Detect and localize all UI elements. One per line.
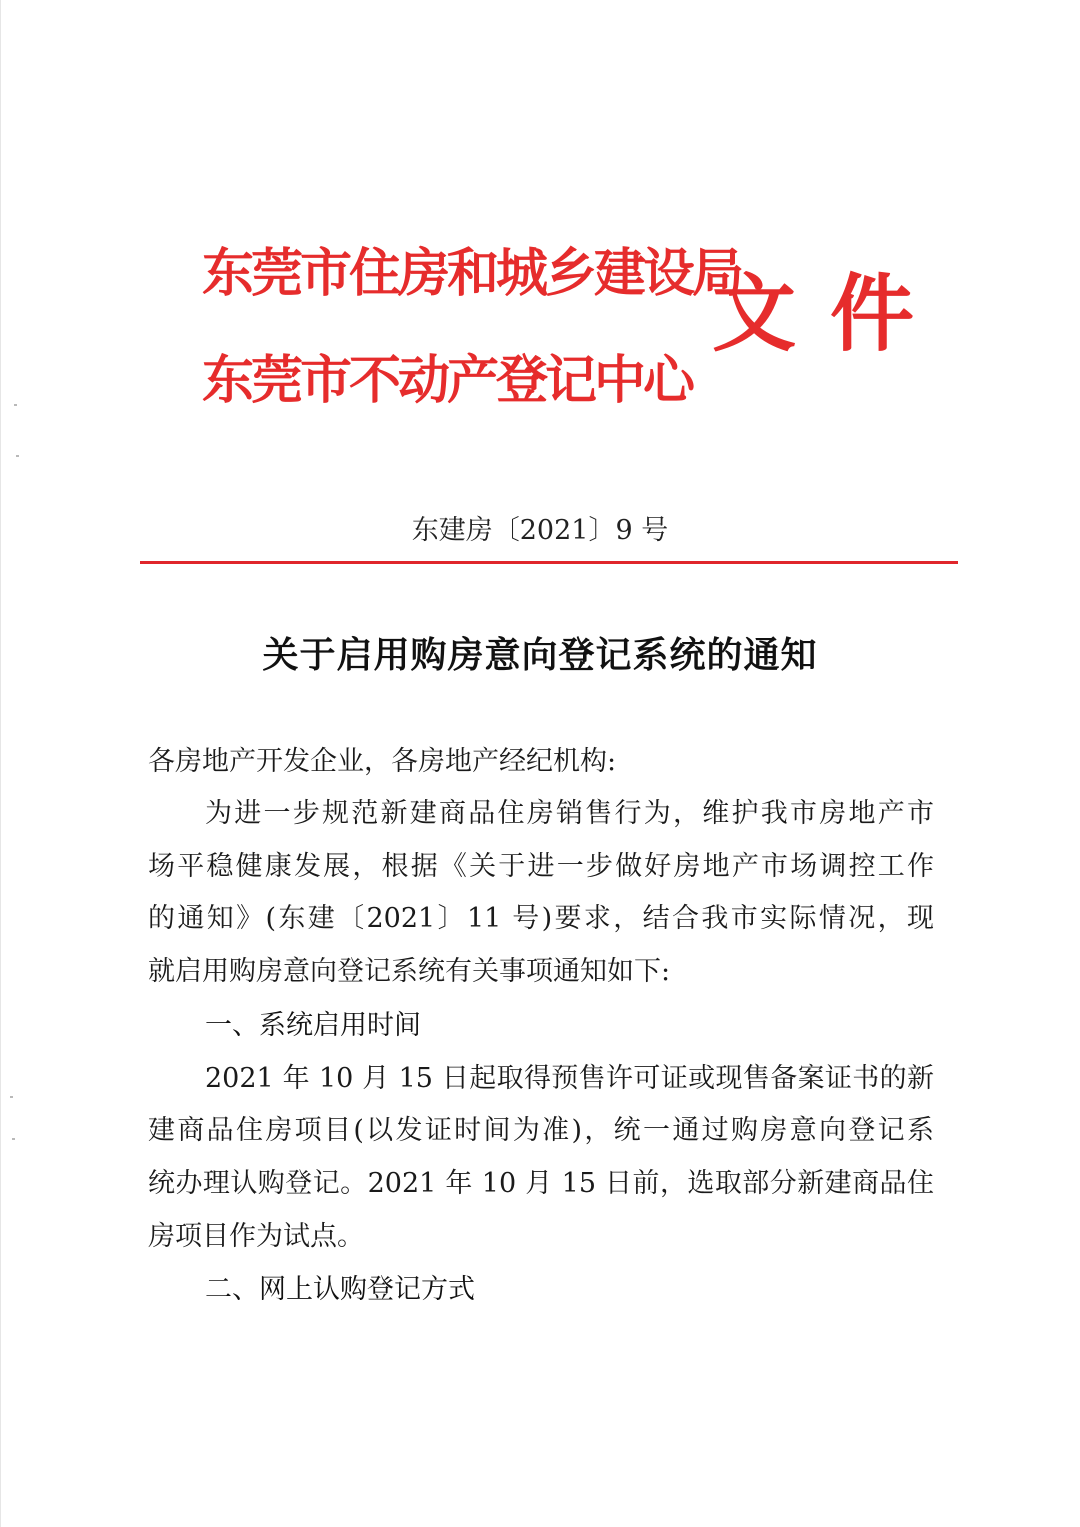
document-number: 东建房〔2021〕9 号	[411, 515, 669, 546]
red-divider-line	[140, 561, 958, 564]
section-heading-1: 一、系统启用时间	[205, 1010, 421, 1041]
section-line: 2021 年 10 月 15 日起取得预售许可证或现售备案证书的新	[205, 1063, 934, 1094]
issuing-org-1: 东莞市住房和城乡建设局	[202, 244, 742, 304]
salutation: 各房地产开发企业，各房地产经纪机构:	[148, 746, 617, 777]
intro-line: 的通知》(东建〔2021〕11 号)要求，结合我市实际情况，现	[148, 903, 934, 934]
scan-mark	[16, 455, 19, 457]
scan-mark	[10, 1096, 13, 1098]
section-line: 建商品住房项目(以发证时间为准)，统一通过购房意向登记系	[148, 1115, 934, 1146]
document-title: 关于启用购房意向登记系统的通知	[262, 634, 818, 676]
intro-line: 场平稳健康发展，根据《关于进一步做好房地产市场调控工作	[148, 851, 934, 882]
scan-mark	[14, 404, 17, 406]
document-type-label: 文件	[712, 264, 949, 363]
scan-mark	[12, 1138, 15, 1140]
section-line: 房项目作为试点。	[148, 1221, 364, 1252]
section-heading-2: 二、网上认购登记方式	[205, 1274, 475, 1305]
section-line: 统办理认购登记。2021 年 10 月 15 日前，选取部分新建商品住	[148, 1168, 934, 1199]
intro-line: 就启用购房意向登记系统有关事项通知如下:	[148, 956, 671, 987]
intro-line: 为进一步规范新建商品住房销售行为，维护我市房地产市	[205, 798, 934, 829]
issuing-org-2: 东莞市不动产登记中心	[202, 351, 693, 411]
